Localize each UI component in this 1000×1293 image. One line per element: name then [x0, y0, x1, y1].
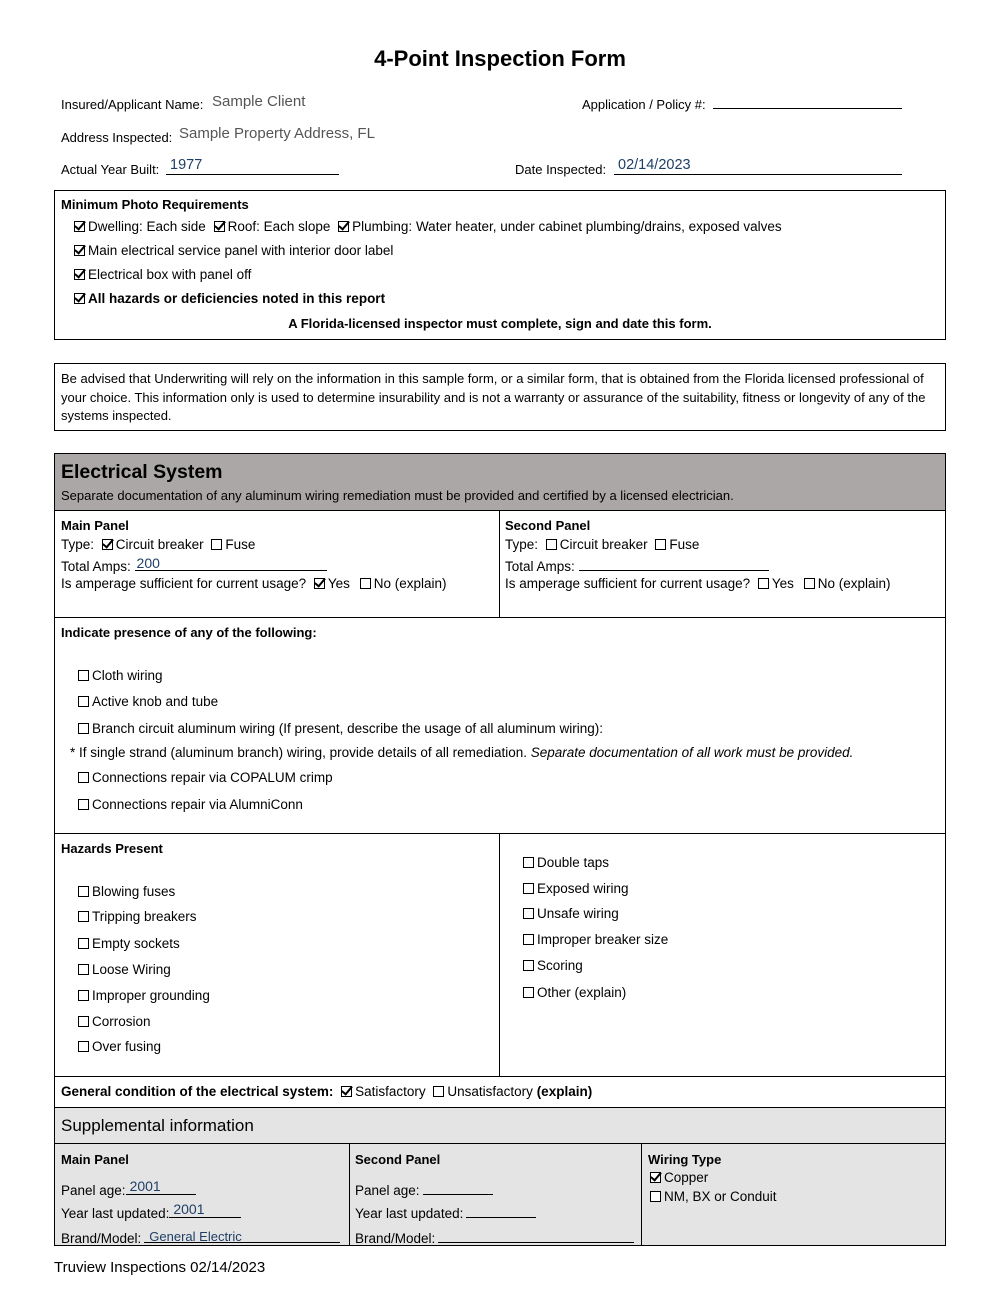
hazard-item: [523, 881, 629, 896]
date-inspected-field[interactable]: 02/14/2023: [618, 157, 691, 173]
address-field[interactable]: Sample Property Address, FL: [179, 125, 375, 142]
hazard-label: Tripping breakers: [92, 909, 197, 924]
supp-main-age-label: Panel age:: [61, 1183, 126, 1198]
electrical-box-label: Electrical box with panel off: [88, 267, 252, 282]
hazards-noted-label: All hazards or deficiencies noted in this report: [88, 291, 386, 306]
main-panel-photo-checkbox[interactable]: [74, 245, 85, 256]
second-sufficient-label: Is amperage sufficient for current usage?: [505, 576, 751, 591]
improper-breaker-size-checkbox[interactable]: [523, 934, 534, 945]
insured-name-field[interactable]: Sample Client: [212, 93, 306, 110]
supp-main-brand-row: [61, 1228, 340, 1246]
hazard-label: Loose Wiring: [92, 962, 171, 977]
divider: [499, 510, 500, 617]
satisfactory-checkbox[interactable]: [341, 1086, 352, 1097]
alumniconn-row: [78, 797, 303, 812]
knob-tube-checkbox[interactable]: [78, 696, 89, 707]
page-title: 4-Point Inspection Form: [374, 46, 626, 71]
loose-wiring-checkbox[interactable]: [78, 964, 89, 975]
divider: [54, 1076, 946, 1077]
presence-heading: Indicate presence of any of the following:: [61, 625, 317, 640]
nm-bx-conduit-checkbox[interactable]: [650, 1191, 661, 1202]
supp-second-brand-label: Brand/Model:: [355, 1231, 436, 1246]
branch-aluminum-row: [78, 721, 603, 736]
hazard-label: Scoring: [537, 958, 583, 973]
main-panel-photo-label: Main electrical service panel with interior door label: [88, 243, 394, 258]
single-strand-note: [70, 745, 853, 760]
supp-main-updated-value: 2001: [173, 1201, 205, 1217]
second-sufficient-yes-checkbox[interactable]: [758, 578, 769, 589]
plumbing-checkbox[interactable]: [338, 221, 349, 232]
wiring-type-heading: Wiring Type: [648, 1152, 722, 1167]
hazard-label: Blowing fuses: [92, 884, 176, 899]
supp-second-brand-row: [355, 1228, 634, 1246]
copalum-label: Connections repair via COPALUM crimp: [92, 770, 333, 785]
improper-grounding-checkbox[interactable]: [78, 990, 89, 1001]
hazard-label: Corrosion: [92, 1014, 151, 1029]
hazard-item: [78, 884, 175, 899]
supp-second-panel-heading: Second Panel: [355, 1152, 441, 1167]
divider: [54, 833, 946, 834]
copalum-checkbox[interactable]: [78, 772, 89, 783]
electrical-subtitle: Separate documentation of any aluminum wiring remediation must be provided and certified by a licensed electrician.: [61, 488, 734, 503]
tripping-breakers-checkbox[interactable]: [78, 911, 89, 922]
date-inspected-label: Date Inspected:: [515, 162, 607, 177]
satisfactory-label: Satisfactory: [355, 1084, 426, 1099]
photo-req-row-1: [74, 219, 782, 234]
second-panel-heading: Second Panel: [505, 518, 591, 533]
hazard-item: [78, 988, 210, 1003]
hazard-item: [523, 958, 583, 973]
main-fuse-label: Fuse: [225, 537, 256, 552]
main-no-label: No (explain): [373, 576, 447, 591]
branch-aluminum-label: Branch circuit aluminum wiring (If present, describe the usage of all aluminum wiring):: [92, 721, 603, 736]
main-panel-amps-row: [61, 556, 327, 574]
advisory-box: [54, 363, 946, 431]
supp-main-brand-field[interactable]: [144, 1228, 340, 1243]
main-amps-field[interactable]: [135, 556, 327, 571]
second-amps-label: Total Amps:: [505, 559, 575, 574]
hazard-item: [78, 1014, 151, 1029]
nm-bx-conduit-label: NM, BX or Conduit: [664, 1189, 777, 1204]
knob-tube-row: [78, 694, 218, 709]
cloth-wiring-checkbox[interactable]: [78, 670, 89, 681]
roof-label: Roof: Each slope: [227, 219, 331, 234]
supp-main-brand-value: General Electric: [149, 1229, 242, 1244]
exposed-wiring-checkbox[interactable]: [523, 883, 534, 894]
main-circuit-breaker-label: Circuit breaker: [115, 537, 204, 552]
policy-number-field[interactable]: [713, 108, 902, 109]
supp-main-age-row: [61, 1180, 196, 1198]
hazard-item: [523, 855, 609, 870]
blowing-fuses-checkbox[interactable]: [78, 886, 89, 897]
supp-second-brand-field[interactable]: [438, 1228, 634, 1243]
double-taps-checkbox[interactable]: [523, 857, 534, 868]
supp-second-age-field[interactable]: [423, 1180, 493, 1195]
main-fuse-checkbox[interactable]: [211, 539, 222, 550]
supp-second-updated-label: Year last updated:: [355, 1206, 464, 1221]
supp-second-updated-field[interactable]: [466, 1203, 536, 1218]
hazard-label: Exposed wiring: [537, 881, 629, 896]
unsatisfactory-checkbox[interactable]: [433, 1086, 444, 1097]
general-condition-row: [61, 1084, 592, 1099]
hazard-label: Double taps: [537, 855, 610, 870]
date-inspected-line: [614, 174, 902, 175]
branch-aluminum-checkbox[interactable]: [78, 723, 89, 734]
year-built-line: [166, 174, 339, 175]
plumbing-label: Plumbing: Water heater, under cabinet plumbing/drains, exposed valves: [352, 219, 782, 234]
divider: [641, 1143, 642, 1246]
hazard-label: Unsafe wiring: [537, 906, 619, 921]
dwelling-checkbox[interactable]: [74, 221, 85, 232]
copalum-row: [78, 770, 333, 785]
supp-main-updated-field[interactable]: [169, 1203, 241, 1218]
divider: [54, 1143, 946, 1144]
licensed-inspector-note: A Florida-licensed inspector must complete, sign and date this form.: [288, 316, 712, 331]
second-fuse-label: Fuse: [669, 537, 700, 552]
nm-bx-row: [650, 1189, 777, 1204]
empty-sockets-checkbox[interactable]: [78, 938, 89, 949]
second-type-label: Type:: [505, 537, 539, 552]
second-no-label: No (explain): [817, 576, 891, 591]
copper-label: Copper: [664, 1170, 709, 1185]
divider: [499, 833, 500, 1076]
photo-req-row-3: [74, 267, 251, 282]
dwelling-label: Dwelling: Each side: [88, 219, 206, 234]
alumniconn-label: Connections repair via AlumniConn: [92, 797, 303, 812]
roof-checkbox[interactable]: [214, 221, 225, 232]
main-yes-label: Yes: [327, 576, 350, 591]
second-panel-type-row: [505, 537, 699, 552]
single-strand-note-text: * If single strand (aluminum branch) wiring, provide details of all remediation.: [70, 745, 527, 760]
supp-second-updated-row: [355, 1203, 536, 1221]
hazard-item: [78, 909, 197, 924]
supp-second-age-row: [355, 1180, 493, 1198]
main-sufficient-yes-checkbox[interactable]: [314, 578, 325, 589]
main-sufficient-label: Is amperage sufficient for current usage?: [61, 576, 307, 591]
second-yes-label: Yes: [771, 576, 794, 591]
hazard-label: Empty sockets: [92, 936, 180, 951]
second-circuit-breaker-checkbox[interactable]: [546, 539, 557, 550]
alumniconn-checkbox[interactable]: [78, 799, 89, 810]
main-amps-label: Total Amps:: [61, 559, 131, 574]
unsatisfactory-label: Unsatisfactory: [447, 1084, 533, 1099]
divider: [349, 1143, 350, 1246]
second-sufficient-no-checkbox[interactable]: [804, 578, 815, 589]
unsafe-wiring-checkbox[interactable]: [523, 908, 534, 919]
scoring-checkbox[interactable]: [523, 960, 534, 971]
main-type-label: Type:: [61, 537, 95, 552]
year-built-label: Actual Year Built:: [61, 162, 160, 177]
supplemental-title: Supplemental information: [61, 1116, 254, 1135]
hazard-item: [523, 906, 619, 921]
second-amps-field[interactable]: [579, 556, 769, 571]
supp-main-age-value: 2001: [129, 1178, 161, 1194]
electrical-box-checkbox[interactable]: [74, 269, 85, 280]
supp-main-panel-heading: Main Panel: [61, 1152, 129, 1167]
main-panel-type-row: [61, 537, 255, 552]
hazard-item: [523, 985, 626, 1000]
hazards-heading: Hazards Present: [61, 841, 163, 856]
over-fusing-checkbox[interactable]: [78, 1041, 89, 1052]
hazard-item: [78, 936, 180, 951]
photo-req-row-4: [74, 291, 385, 306]
hazard-label: Over fusing: [92, 1039, 162, 1054]
single-strand-note-italic: Separate documentation of all work must be provided.: [530, 745, 854, 760]
corrosion-checkbox[interactable]: [78, 1016, 89, 1027]
general-condition-label: General condition of the electrical system:: [61, 1084, 334, 1099]
year-built-field[interactable]: 1977: [170, 157, 203, 173]
second-panel-sufficient-row: [505, 576, 890, 591]
copper-row: [650, 1170, 708, 1185]
main-circuit-breaker-checkbox[interactable]: [102, 539, 113, 550]
supp-main-age-field[interactable]: [126, 1180, 196, 1195]
supp-second-age-label: Panel age:: [355, 1183, 420, 1198]
supp-main-brand-label: Brand/Model:: [61, 1231, 142, 1246]
hazards-noted-checkbox[interactable]: [74, 293, 85, 304]
photo-requirements-heading: Minimum Photo Requirements: [61, 197, 249, 212]
policy-label: Application / Policy #:: [582, 97, 706, 112]
cloth-wiring-label: Cloth wiring: [92, 668, 163, 683]
address-label: Address Inspected:: [61, 130, 173, 145]
page-footer: Truview Inspections 02/14/2023: [54, 1259, 266, 1276]
main-panel-heading: Main Panel: [61, 518, 129, 533]
main-panel-sufficient-row: [61, 576, 446, 591]
explain-label: (explain): [536, 1084, 593, 1099]
main-amps-value: 200: [136, 555, 160, 571]
divider: [54, 617, 946, 618]
photo-req-row-2: [74, 243, 393, 258]
second-panel-amps-row: [505, 556, 769, 574]
hazard-label: Improper breaker size: [537, 932, 669, 947]
copper-checkbox[interactable]: [650, 1172, 661, 1183]
hazard-label: Improper grounding: [92, 988, 210, 1003]
second-fuse-checkbox[interactable]: [655, 539, 666, 550]
cloth-wiring-row: [78, 668, 163, 683]
supp-main-updated-row: [61, 1203, 241, 1221]
hazard-label: Other (explain): [537, 985, 627, 1000]
hazard-item: [78, 962, 171, 977]
hazard-item: [78, 1039, 161, 1054]
second-circuit-breaker-label: Circuit breaker: [559, 537, 648, 552]
other-explain-checkbox[interactable]: [523, 987, 534, 998]
hazard-item: [523, 932, 668, 947]
knob-tube-label: Active knob and tube: [92, 694, 219, 709]
electrical-title: Electrical System: [61, 461, 223, 483]
advisory-text: Be advised that Underwriting will rely on the information in this sample form, or a similar form, that is obtained from the Florida licensed professional of your choice. This information only is used to determine insurability and is not a warranty or assurance of the suitability, fitness or longevity of any of the systems inspected.: [61, 371, 926, 423]
divider: [54, 510, 946, 511]
main-sufficient-no-checkbox[interactable]: [360, 578, 371, 589]
insured-label: Insured/Applicant Name:: [61, 97, 204, 112]
supp-main-updated-label: Year last updated:: [61, 1206, 170, 1221]
